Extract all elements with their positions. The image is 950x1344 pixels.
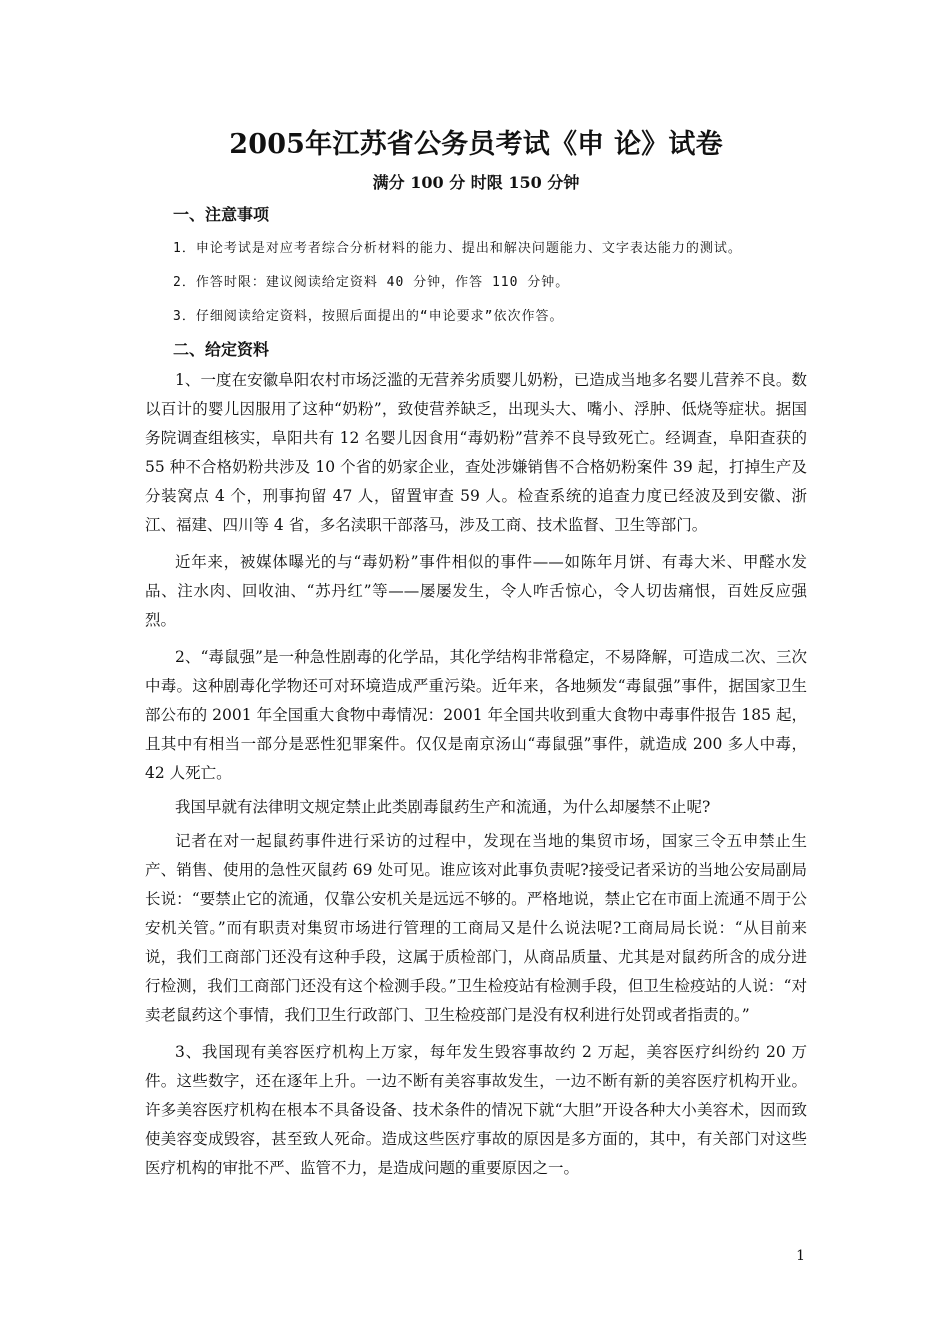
document-content xyxy=(145,126,807,1183)
exam-info: 满分 100 分 时限 150 分钟 xyxy=(372,173,580,192)
material-paragraph-6: 3、我国现有美容医疗机构上万家，每年发生毁容事故约 2 万起，美容医疗纠纷约 20 万件。这些数字，还在逐年上升。一边不断有美容事故发生，一边不断有新的美容医疗机构开业。许多美容医疗机构在根本不具备设备、技术条件的情况下就“大胆”开设各种大小美容术，因而致使美容变成毁容，甚至致人死命。造成这些医疗事故的原因是多方面的，其中，有关部门对这些医疗机构的审批不严、监管不力，是造成问题的重要原因之一。 xyxy=(145,1043,807,1177)
section-heading-materials: 二、给定资料 xyxy=(173,340,270,359)
material-paragraph-5: 记者在对一起鼠药事件进行采访的过程中，发现在当地的集贸市场，国家三令五申禁止生产、销售、使用的急性灭鼠药 69 处可见。谁应该对此事负责呢?接受记者采访的当地公安局副局长说：“要禁止它的流通，仅靠公安机关是远远不够的。严格地说，禁止它在市面上流通不周于公安机关管。”而有职责对集贸市场进行管理的工商局又是什么说法呢?工商局局长说：“从目前来说，我们工商部门还没有这种手段，这属于质检部门，从商品质量、尤其是对鼠药所含的成分进行检测，我们工商部门还没有这个检测手段。”卫生检疫站有检测手段，但卫生检疫站的人说：“对卖老鼠药这个事情，我们卫生行政部门、卫生检疫部门是没有权利进行处罚或者指责的。” xyxy=(145,832,807,1024)
notice-item-2: 2．作答时限：建议阅读给定资料 40 分钟，作答 110 分钟。 xyxy=(173,275,570,290)
page-title: 2005年江苏省公务员考试《申 论》试卷 xyxy=(229,129,723,160)
material-paragraph-1: 1、一度在安徽阜阳农村市场泛滥的无营养劣质婴儿奶粉，已造成当地多名婴儿营养不良。数以百计的婴儿因服用了这种“奶粉”，致使营养缺乏，出现头大、嘴小、浮肿、低烧等症状。据国务院调查组核实，阜阳共有 12 名婴儿因食用“毒奶粉”营养不良导致死亡。经调查，阜阳查获的 55 种不合格奶粉共涉及 10 个省的奶家企业，查处涉嫌销售不合格奶粉案件 39 起，打掉生产及分装窝点 4 个，刑事拘留 47 人，留置审查 59 人。检查系统的追查力度已经波及到安徽、浙江、福建、四川等 4 省，多名渎职干部落马，涉及工商、技术监督、卫生等部门。 xyxy=(145,371,807,534)
notice-item-1: 1．申论考试是对应考者综合分析材料的能力、提出和解决问题能力、文字表达能力的测试。 xyxy=(173,241,742,256)
material-paragraph-3: 2、“毒鼠强”是一种急性剧毒的化学品，其化学结构非常稳定，不易降解，可造成二次、三次中毒。这种剧毒化学物还可对环境造成严重污染。近年来，各地频发“毒鼠强”事件，据国家卫生部公布的 2001 年全国重大食物中毒情况：2001 年全国共收到重大食物中毒事件报告 185 起，且其中有相当一部分是恶性犯罪案件。仅仅是南京汤山“毒鼠强”事件，就造成 200 多人中毒，42 人死亡。 xyxy=(145,648,807,782)
page-number: 1 xyxy=(796,1248,805,1264)
material-paragraph-2: 近年来，被媒体曝光的与“毒奶粉”事件相似的事件——如陈年月饼、有毒大米、甲醛水发品、注水肉、回收油、“苏丹红”等——屡屡发生，令人咋舌惊心，令人切齿痛恨，百姓反应强烈。 xyxy=(145,553,807,629)
material-paragraph-4: 我国早就有法律明文规定禁止此类剧毒鼠药生产和流通，为什么却屡禁不止呢? xyxy=(175,798,711,816)
section-heading-notes: 一、注意事项 xyxy=(173,205,270,224)
notice-item-3: 3．仔细阅读给定资料，按照后面提出的“申论要求”依次作答。 xyxy=(173,309,564,324)
